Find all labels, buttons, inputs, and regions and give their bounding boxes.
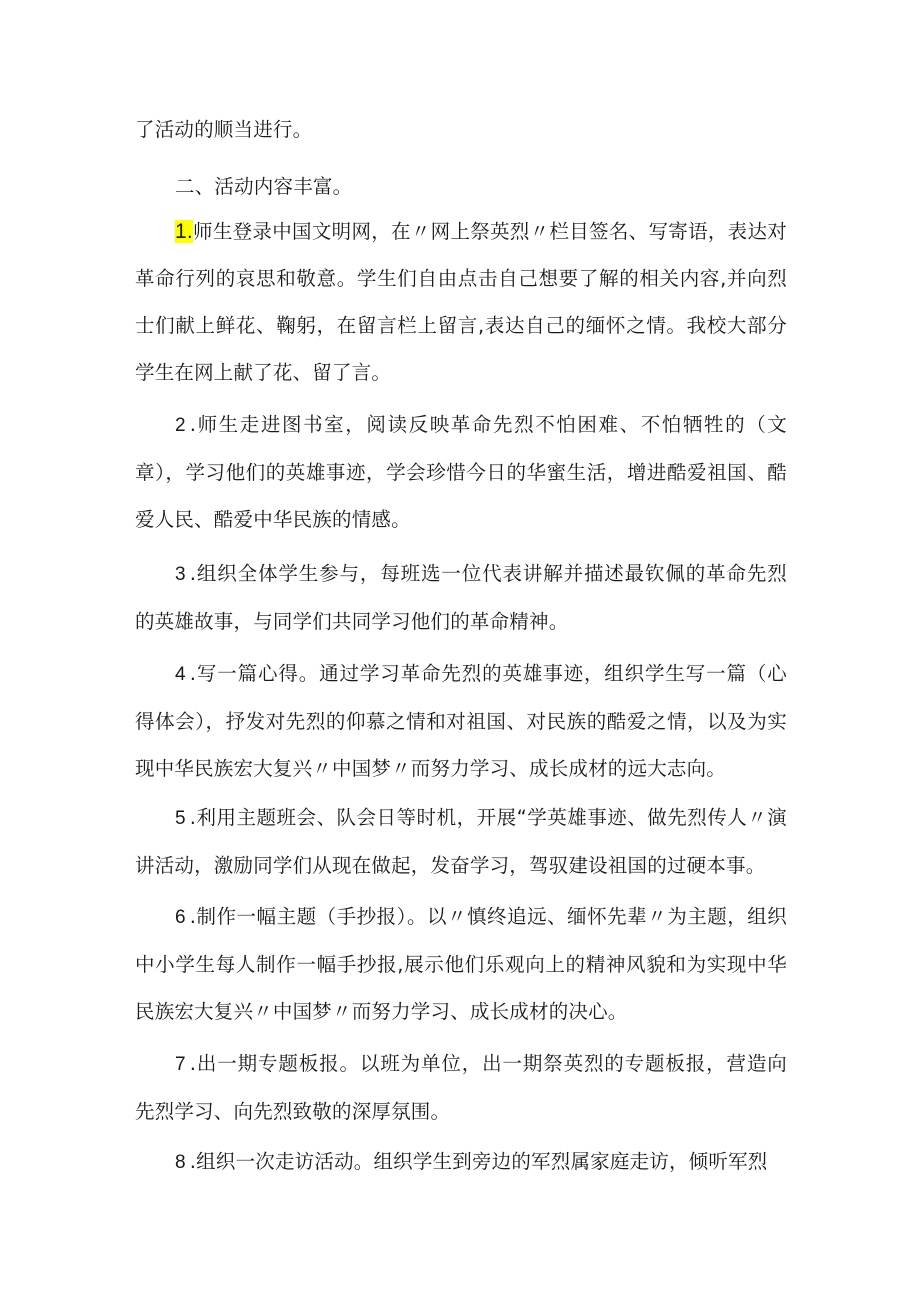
list-item-text: .师生走进图书室，阅读反映革命先烈不怕困难、不怕牺牲的（文章），学习他们的英雄事迹，学会珍惜今日的华蜜生活，增进酷爱祖国、酷爱人民、酷爱中华民族的情感。 bbox=[135, 413, 787, 531]
paragraph-text: 了活动的顺当进行。 bbox=[135, 118, 313, 141]
list-item-8 bbox=[135, 1138, 787, 1186]
paragraph-continuation bbox=[135, 106, 787, 153]
list-item-text: .制作一幅主题（手抄报）。以〃慎终追远、缅怀先辈〃为主题，组织中小学生每人制作一幅手抄报,展示他们乐观向上的精神风貌和为实现中华民族宏大复兴〃中国梦〃而努力学习、成长成材的决心。 bbox=[135, 905, 787, 1023]
list-item-text: .组织一次走访活动。组织学生到旁边的军烈属家庭走访，倾听军烈 bbox=[189, 1150, 768, 1173]
list-item-1 bbox=[135, 208, 787, 396]
list-item-6 bbox=[135, 893, 787, 1035]
list-item-text: 师生登录中国文明网，在〃网上祭英烈〃栏目签名、写寄语，表达对革命行列的哀思和敬意。学生们自由点击自己想要了解的相关内容,并向烈士们献上鲜花、鞠躬，在留言栏上留言,表达自己的缅怀之情。我校大部分学生在网上献了花、留了言。 bbox=[135, 220, 787, 384]
list-item-text: .写一篇心得。通过学习革命先烈的英雄事迹，组织学生写一篇（心得体会），抒发对先烈的仰慕之情和对祖国、对民族的酷爱之情，以及为实现中华民族宏大复兴〃中国梦〃而努力学习、成长成材的远大志向。 bbox=[135, 662, 787, 780]
list-item-text: .出一期专题板报。以班为单位，出一期祭英烈的专题板报，营造向先烈学习、向先烈致敬的深厚氛围。 bbox=[135, 1052, 787, 1123]
list-item-number: 4 bbox=[175, 664, 186, 685]
list-item-number: 2 bbox=[175, 415, 186, 436]
list-item-3 bbox=[135, 550, 787, 645]
list-item-number-highlighted: 1. bbox=[175, 220, 193, 243]
list-item-number: 3 bbox=[175, 564, 186, 585]
list-item-text: .利用主题班会、队会日等时机，开展“学英雄事迹、做先烈传人〃演讲活动，激励同学们从现在做起，发奋学习，驾驭建设祖国的过硬本事。 bbox=[135, 806, 787, 877]
section-heading bbox=[135, 163, 787, 210]
list-item-2 bbox=[135, 401, 787, 543]
section-heading-text: 二、活动内容丰富。 bbox=[175, 175, 353, 198]
list-item-number: 5 bbox=[175, 808, 186, 829]
list-item-4 bbox=[135, 650, 787, 792]
list-item-7 bbox=[135, 1040, 787, 1135]
list-item-number: 7 bbox=[175, 1054, 186, 1075]
list-item-text: .组织全体学生参与，每班选一位代表讲解并描述最钦佩的革命先烈的英雄故事，与同学们共同学习他们的革命精神。 bbox=[135, 562, 787, 633]
list-item-number: 8 bbox=[175, 1152, 186, 1173]
list-item-5 bbox=[135, 794, 787, 889]
list-item-number: 6 bbox=[175, 907, 186, 928]
